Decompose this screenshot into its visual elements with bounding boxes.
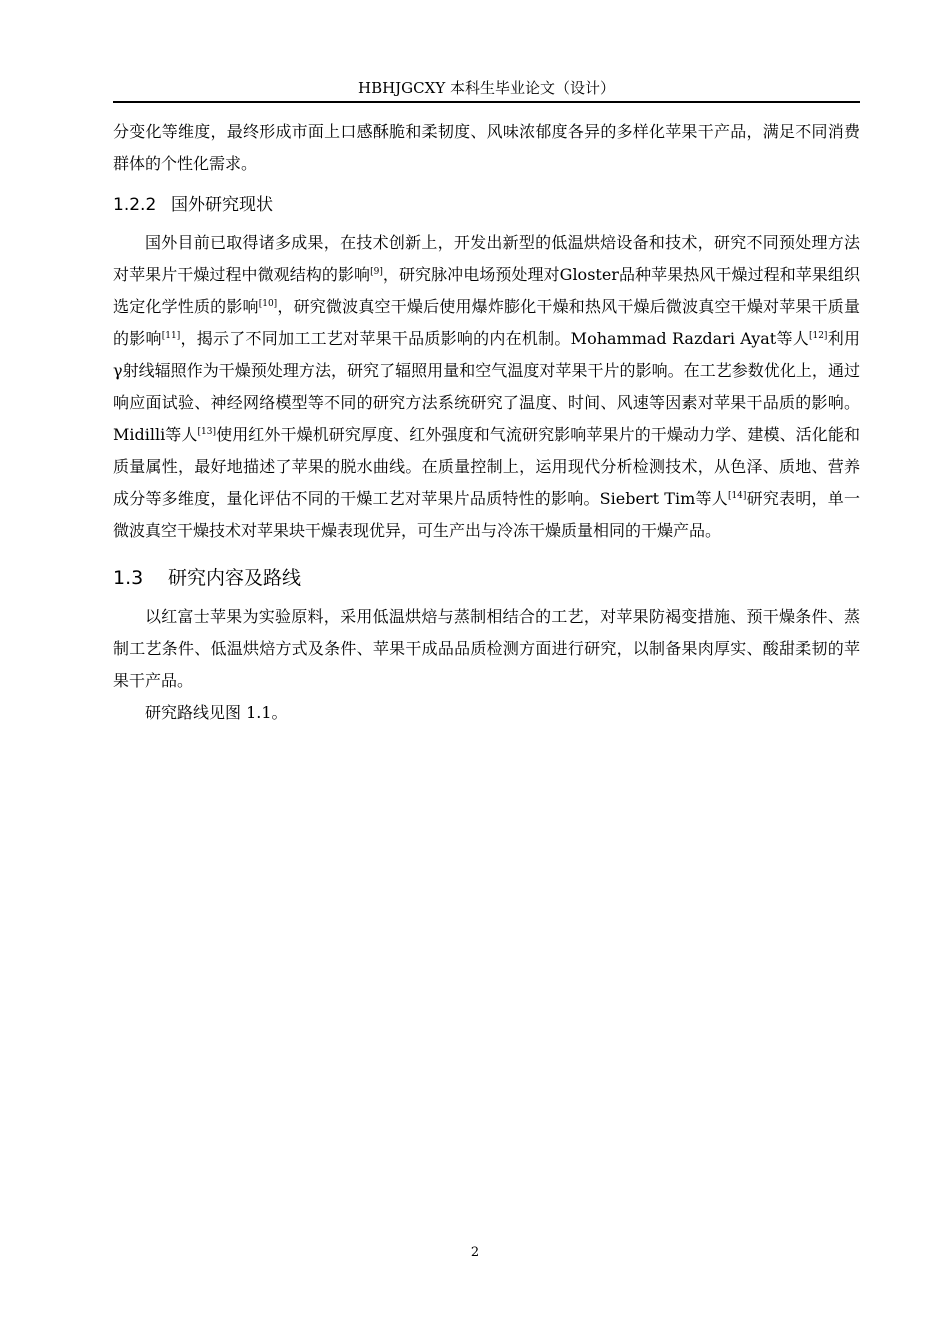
text-run: 利用γ射线辐照作为干燥预处理方法，研究了辐照用量和空气温度对苹果干片的影响。在工艺参数优化上，通过响应面试验、神经网络模型等不同的研究方法系统研究了温度、时间、风速等因素对苹果干品质的影响。Midilli等人 — [113, 329, 860, 444]
header-divider — [113, 101, 860, 103]
page-body — [113, 116, 860, 729]
citation-ref: [14] — [727, 491, 747, 501]
paragraph-continued: 分变化等维度，最终形成市面上口感酥脆和柔韧度、风味浓郁度各异的多样化苹果干产品，满足不同消费群体的个性化需求。 — [113, 122, 860, 173]
section-number: 1.3 — [113, 567, 144, 589]
text-run: 国外目前已取得诸多成果，在技术创新上，开发出新型的低温烘焙设备和技术，研究不同预处理方法对苹果片干燥过程中微观结构的影响 — [113, 233, 860, 284]
citation-ref: [11] — [161, 331, 181, 341]
page-header: HBHJGCXY 本科生毕业论文（设计） — [357, 79, 615, 97]
citation-ref: [9] — [370, 267, 383, 277]
section-heading-1-3 — [113, 561, 860, 595]
page-number: 2 — [470, 1245, 480, 1260]
text-run: ，研究微波真空干燥后使用爆炸膨化干燥和热风干燥后微波真空干燥对苹果干质量的影响 — [113, 297, 860, 348]
citation-ref: [12] — [808, 331, 828, 341]
section-title: 研究内容及路线 — [168, 567, 302, 589]
section-number: 1.2.2 — [113, 195, 157, 215]
text-run: 研究表明，单一微波真空干燥技术对苹果块干燥表现优异，可生产出与冷冻干燥质量相同的干燥产品。 — [113, 489, 860, 540]
paragraph-route-reference: 研究路线见图 1.1。 — [145, 703, 288, 722]
section-title: 国外研究现状 — [171, 195, 273, 215]
citation-ref: [10] — [258, 299, 278, 309]
paragraph-foreign-research — [113, 227, 860, 547]
text-run: ，研究脉冲电场预处理对Gloster品种苹果热风干燥过程和苹果组织选定化学性质的影响 — [113, 265, 860, 316]
citation-ref: [13] — [197, 427, 216, 437]
section-heading-1-2-2 — [113, 189, 860, 221]
text-run: 使用红外干燥机研究厚度、红外强度和气流研究影响苹果片的干燥动力学、建模、活化能和质量属性，最好地描述了苹果的脱水曲线。在质量控制上，运用现代分析检测技术，从色泽、质地、营养成分等多维度，量化评估不同的干燥工艺对苹果片品质特性的影响。Siebert Tim等人 — [113, 425, 860, 508]
paragraph-research-content: 以红富士苹果为实验原料，采用低温烘焙与蒸制相结合的工艺，对苹果防褐变措施、预干燥条件、蒸制工艺条件、低温烘焙方式及条件、苹果干成品品质检测方面进行研究，以制备果肉厚实、酸甜柔韧的苹果干产品。 — [113, 607, 860, 690]
text-run: ，揭示了不同加工工艺对苹果干品质影响的内在机制。Mohammad Razdari Ayat等人 — [180, 329, 809, 348]
